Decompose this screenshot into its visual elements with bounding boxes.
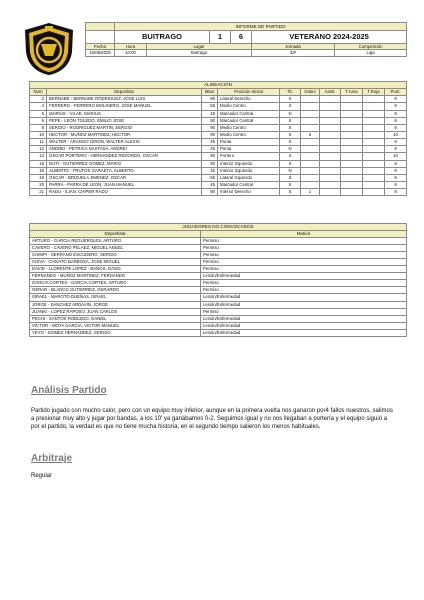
reason-cell: Lesión/Enfermedad [201,329,407,336]
lineup-cell [320,146,341,153]
lineup-cell: 1 [301,189,320,196]
lineup-cell: S [280,96,301,103]
lineup-cell [320,153,341,160]
reason-cell: Permiso [201,252,407,259]
lineup-cell: S [280,153,301,160]
player-name-cell: FERNANDO - MUÑOZ MARTINEZ, FERNANDO [30,273,201,280]
lineup-cell: Portero [218,153,280,160]
meta-value-competicion: Liga [335,50,407,57]
lineup-cell: Punta [218,139,280,146]
player-name-cell: JORGE - SANCHEZ ARDAVIN, JORGE [30,301,201,308]
lineup-cell [301,174,320,181]
lineup-row [30,189,407,196]
lineup-cell [301,103,320,110]
lineup-cell: 10 [30,131,47,138]
lineup-cell [301,117,320,124]
match-header-table [85,22,407,57]
lineup-cell: 90 [202,153,218,160]
lineup-row [30,160,407,167]
lineup-cell: 90 [202,189,218,196]
home-team-name: BUITRAGO [115,30,210,43]
lineup-cell: 90 [202,124,218,131]
lineup-cell [301,153,320,160]
analysis-text: Partido jugado con mucho calor, pero con un equipo muy inferior, aunque en la primera vuelta nos ganaron por4 fallos nuestros, salimos a presionar muy alto y jugar por bandas, a los 10' ya ganábamos 0-2. Seguimos igual y no nos llegaban a portería y el equipo siguió a por el partido, la verdad es que no tiene mucha historia, en el segundo tiempo salieron los menos habituales. [31,408,393,430]
referee-heading: Arbitraje [31,453,73,464]
lineup-cell [320,139,341,146]
lineup-cell: OSCAR PORTERO - HERNANDEZ REDONDO, OSCAR [47,153,202,160]
lineup-cell: ALBERTO - FRUTOS GARAETA, ALBERTO [47,167,202,174]
lineup-cell: Interior Izquierdo [218,160,280,167]
not-called-row [30,308,407,315]
lineup-cell: 8 [385,139,407,146]
lineup-cell: S [280,174,301,181]
lineup-cell: MARIUS - VILAE, MARIUS [47,110,202,117]
lineup-cell: 9 [385,146,407,153]
lineup-cell: Lateral Derecho [218,96,280,103]
lineup-table [29,81,407,196]
lineup-cell [320,181,341,188]
meta-label-competicion: Competición [335,43,407,50]
lineup-cell [341,139,363,146]
referee-text: Regular [31,473,53,479]
player-name-cell: PECHI - SANTOS ROBLEDO, DANIEL [30,315,201,322]
lineup-cell [301,167,320,174]
lineup-cell: Marcador Central [218,110,280,117]
lineup-cell [301,110,320,117]
lineup-cell: 45 [202,139,218,146]
player-name-cell: ISRAEL - MAROTO DUEÑAS, ISRAEL [30,294,201,301]
lineup-cell: S [280,160,301,167]
lineup-cell [301,124,320,131]
lineup-cell: 8 [385,174,407,181]
not-called-row [30,259,407,266]
lineup-cell: ANDREI - PETRICA NASTASA, ANDREI [47,146,202,153]
lineup-cell [363,189,385,196]
lineup-cell [341,167,363,174]
lineup-cell: 45 [202,167,218,174]
lineup-cell: 8 [385,160,407,167]
lineup-cell: 90 [202,160,218,167]
lineup-cell [301,96,320,103]
lineup-cell: S [280,139,301,146]
lineup-cell: S [280,181,301,188]
lineup-cell [341,103,363,110]
lineup-cell: 16 [30,160,47,167]
lineup-cell [363,181,385,188]
home-score: 1 [210,30,231,43]
lineup-row [30,181,407,188]
lineup-cell [320,103,341,110]
lineup-cell: BERNABE - BERNABE RODRIGUEZ, JOSE LUIS [47,96,202,103]
meta-label-lugar: Lugar [147,43,252,50]
player-name-cell: JUANKI - LOPEZ RAPOSO, JUAN CARLOS [30,308,201,315]
lineup-cell [341,174,363,181]
lineup-cell: 8 [385,110,407,117]
club-crest-logo [23,22,75,76]
lineup-cell: S [280,103,301,110]
lineup-cell: 55 [202,103,218,110]
lineup-cell [363,146,385,153]
lineup-cell [341,189,363,196]
lineup-cell: Medio Centro [218,124,280,131]
lineup-cell [301,139,320,146]
lineup-column-header: T.Ama [341,89,363,96]
lineup-column-header: Deportista [47,89,202,96]
lineup-cell: 12 [30,146,47,153]
lineup-cell: 13 [30,153,47,160]
lineup-cell: S [280,124,301,131]
lineup-column-header: Posición Inicial [218,89,280,96]
lineup-cell: Punta [218,146,280,153]
lineup-cell: Interior Izquierdo [218,167,280,174]
lineup-cell: 90 [202,117,218,124]
lineup-cell [341,160,363,167]
reason-cell: Permiso [201,308,407,315]
lineup-cell [363,131,385,138]
lineup-row [30,174,407,181]
lineup-cell: WALTER - ARANGO GIRON, WALTER ALEXIS [47,139,202,146]
reason-cell: Lesión/Enfermedad [201,273,407,280]
meta-label-fecha: Fecha [86,43,115,50]
meta-value-fecha: 15/06/2025 [86,50,115,57]
lineup-cell: 10 [385,131,407,138]
lineup-cell: 5 [301,131,320,138]
player-name-cell: ARTURO - GARCIA REGUEROLES, ARTURO [30,238,201,245]
lineup-cell: 8 [30,124,47,131]
lineup-cell: 45 [202,181,218,188]
not-called-row [30,238,407,245]
lineup-column-header: Punt. [385,89,407,96]
reason-cell: Lesión/Enfermedad [201,322,407,329]
lineup-cell: RADU - ILIAN, CHIPER RADU [47,189,202,196]
lineup-cell: HECTOR - MUÑOZ MARTINEZ, HECTOR [47,131,202,138]
lineup-row [30,146,407,153]
lineup-cell: Medio Centro [218,131,280,138]
report-title: INFORME DE PARTIDO [115,23,407,31]
lineup-cell: S [280,131,301,138]
not-called-row [30,252,407,259]
lineup-column-header: Tit. [280,89,301,96]
meta-label-jornada: Jornada [252,43,335,50]
lineup-cell: 45 [202,146,218,153]
player-name-cell: VICTOR - MOYA GARCIA, VICTOR MANUEL [30,322,201,329]
lineup-cell: 6 [30,117,47,124]
lineup-column-header: Mtos [202,89,218,96]
lineup-cell [320,189,341,196]
lineup-cell: 4 [30,103,47,110]
lineup-cell [341,117,363,124]
lineup-cell: OSCAR - BRIZUELA JIMENEZ, OSCAR [47,174,202,181]
lineup-cell: PARRA - PARRA DE LEON, JUAN MANUEL [47,181,202,188]
lineup-cell [363,124,385,131]
reason-cell: Permiso [201,280,407,287]
lineup-cell [363,96,385,103]
lineup-cell [363,117,385,124]
not-called-row [30,329,407,336]
lineup-row [30,153,407,160]
not-called-column-header: Motivo [201,231,407,238]
lineup-cell [341,124,363,131]
meta-value-lugar: Buitrago [147,50,252,57]
not-called-row [30,287,407,294]
lineup-cell [363,174,385,181]
not-called-row [30,273,407,280]
lineup-cell: 9 [385,124,407,131]
lineup-cell [320,110,341,117]
lineup-cell [320,174,341,181]
lineup-cell: 5 [30,110,47,117]
lineup-cell: S [280,117,301,124]
lineup-row [30,124,407,131]
lineup-row [30,167,407,174]
lineup-cell: 10 [385,153,407,160]
lineup-cell: N [280,146,301,153]
reason-cell: Permiso [201,266,407,273]
reason-cell: Permiso [201,238,407,245]
lineup-cell: SERGIO - RODRIGUEZ MARTIN, SERGIO [47,124,202,131]
lineup-cell: 9 [385,181,407,188]
lineup-cell: N [280,110,301,117]
lineup-cell [320,160,341,167]
lineup-row [30,139,407,146]
lineup-cell [363,103,385,110]
lineup-cell: PEPE - LEÓN TOLEDO, EMILIO JOSE [47,117,202,124]
lineup-cell: DUTI - GUTIERREZ GOMEZ, MARIO [47,160,202,167]
lineup-cell [341,181,363,188]
lineup-cell: 11 [30,139,47,146]
lineup-cell [320,124,341,131]
lineup-cell [363,167,385,174]
player-name-cell: CHIVA - CHIVATO BARBOSA, JOSE MIGUEL [30,259,201,266]
player-name-cell: CHIMPI - SERRANO ESCUDERO, SERGIO [30,252,201,259]
lineup-cell [320,167,341,174]
lineup-column-header: Asist. [320,89,341,96]
lineup-row [30,110,407,117]
lineup-cell: 20 [30,181,47,188]
player-name-cell: DAVID - LLORENTE LOPEZ - BAÑOS, DAVID [30,266,201,273]
lineup-cell: 55 [202,174,218,181]
lineup-cell [320,96,341,103]
not-called-row [30,301,407,308]
not-called-table [29,223,407,337]
lineup-cell: 8 [385,117,407,124]
meta-value-hora: 10:00 [115,50,147,57]
lineup-row [30,103,407,110]
lineup-row [30,131,407,138]
lineup-column-header: T.Roja [363,89,385,96]
lineup-cell: Marcador Central [218,117,280,124]
lineup-cell [363,110,385,117]
player-name-cell: GARCIA CORTES - GARCIA CORTES, ARTURO [30,280,201,287]
away-score: 6 [231,30,252,43]
reason-cell: Lesión/Enfermedad [201,294,407,301]
not-called-row [30,245,407,252]
lineup-cell: 2 [30,96,47,103]
lineup-cell [363,160,385,167]
lineup-cell: Lateral Izquierdo [218,174,280,181]
lineup-cell: 8 [385,96,407,103]
not-called-title: JUGADORES NO CONVOCADOS [30,224,407,231]
lineup-cell [341,131,363,138]
lineup-cell [301,160,320,167]
reason-cell: Permiso [201,287,407,294]
lineup-cell: N [280,167,301,174]
reason-cell: Lesión/Enfermedad [201,301,407,308]
lineup-column-header: Num [30,89,47,96]
player-name-cell: GERAR - BLANCO GUTIERREZ, GERARDO [30,287,201,294]
player-name-cell: YEYO - GOMEZ HERNANDEZ, SERGIO [30,329,201,336]
lineup-cell: 8 [385,189,407,196]
lineup-cell [341,146,363,153]
reason-cell: Permiso [201,259,407,266]
not-called-row [30,322,407,329]
away-team-name: VETERANO 2024-2025 [252,30,407,43]
lineup-cell: Marcador Central [218,181,280,188]
lineup-cell [320,117,341,124]
not-called-row [30,315,407,322]
not-called-row [30,266,407,273]
lineup-cell [363,139,385,146]
lineup-cell [363,153,385,160]
lineup-cell: 45 [202,110,218,117]
meta-value-jornada: 33ª [252,50,335,57]
lineup-cell: Interior Derecho [218,189,280,196]
lineup-cell [341,153,363,160]
not-called-row [30,280,407,287]
lineup-cell: 8 [385,167,407,174]
lineup-cell [301,146,320,153]
lineup-cell: 21 [30,189,47,196]
lineup-cell [320,131,341,138]
lineup-cell: 90 [202,96,218,103]
lineup-cell: 19 [30,174,47,181]
analysis-heading: Análisis Partido [31,385,107,396]
not-called-row [30,294,407,301]
lineup-cell: S [280,189,301,196]
not-called-column-header: Deportista [30,231,201,238]
lineup-cell [301,181,320,188]
lineup-cell: Medio Centro [218,103,280,110]
player-name-cell: CAVERO - CAVERO PELAEZ, MIGUEL ANGEL [30,245,201,252]
lineup-row [30,117,407,124]
meta-label-hora: Hora [115,43,147,50]
reason-cell: Lesión/Enfermedad [201,315,407,322]
lineup-cell: 90 [202,131,218,138]
lineup-cell: FERRERO - FERRERO MOLINERO, JOSE MANUEL [47,103,202,110]
lineup-column-header: Goles [301,89,320,96]
lineup-cell [341,110,363,117]
lineup-cell [341,96,363,103]
lineup-title: ALINEACIÓN [30,82,407,89]
lineup-row [30,96,407,103]
lineup-cell: 9 [385,103,407,110]
lineup-cell: 18 [30,167,47,174]
reason-cell: Permiso [201,245,407,252]
